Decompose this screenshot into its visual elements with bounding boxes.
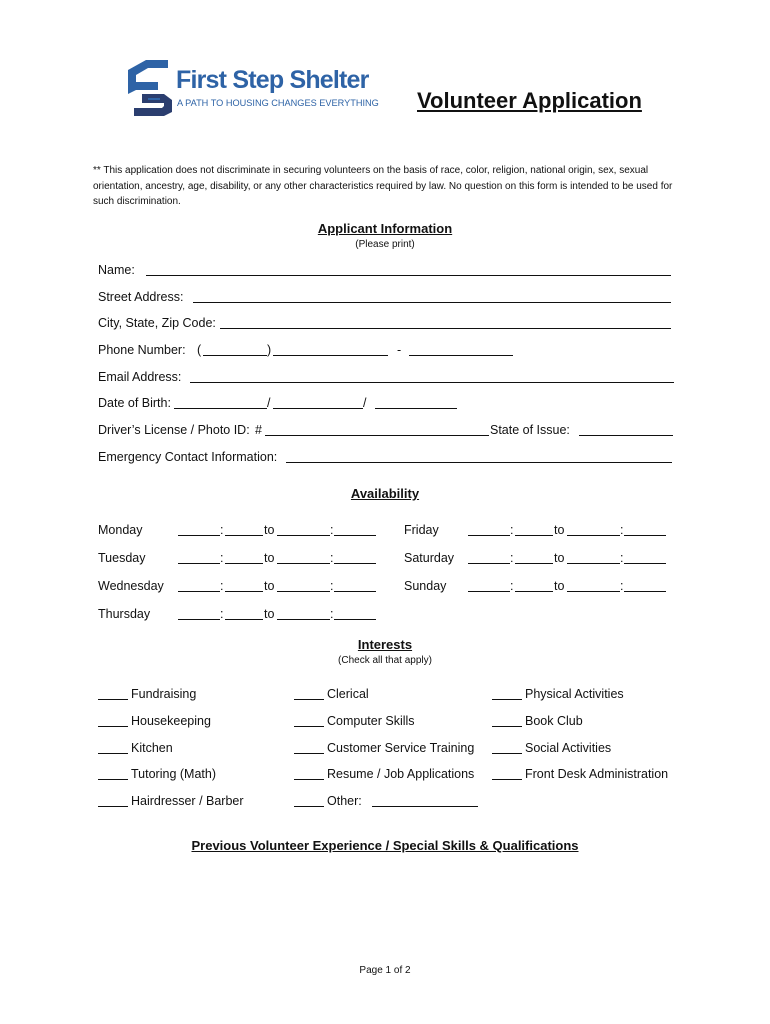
phone-close-paren: ) [267,343,272,357]
dob-slash-1: / [267,396,271,410]
interest-computer-skills-checkbox[interactable] [294,713,324,727]
availability-monday-start-hour-field[interactable] [178,522,220,536]
phone-dash: - [397,343,402,357]
availability-friday-end-hour-field[interactable] [567,522,620,536]
availability-monday-to-label: to [264,523,275,537]
license-label: Driver’s License / Photo ID: [98,423,250,437]
dob-label: Date of Birth: [98,396,171,410]
availability-saturday-end-minute-field[interactable] [624,550,666,564]
interest-fundraising-label: Fundraising [131,687,197,701]
availability-thursday-day-label: Thursday [98,607,151,621]
availability-friday-end-minute-field[interactable] [624,522,666,536]
dob-month-field[interactable] [174,395,267,409]
interest-other-checkbox[interactable] [294,793,324,807]
availability-friday-to-label: to [554,523,565,537]
availability-thursday-end-hour-field[interactable] [277,606,330,620]
logo-tagline: A PATH TO HOUSING CHANGES EVERYTHING [177,98,379,108]
state-of-issue-label: State of Issue: [490,423,570,437]
availability-saturday-end-colon: : [620,551,624,565]
availability-wednesday-start-colon: : [220,579,224,593]
availability-monday-start-minute-field[interactable] [225,522,263,536]
availability-sunday-to-label: to [554,579,565,593]
availability-friday-end-colon: : [620,523,624,537]
street-address-label: Street Address: [98,290,184,304]
interest-physical-activities-label: Physical Activities [525,687,624,701]
emergency-contact-field[interactable] [286,449,672,463]
interest-tutoring-math-checkbox[interactable] [98,766,128,780]
availability-tuesday-to-label: to [264,551,275,565]
license-hash: # [255,423,262,437]
dob-year-field[interactable] [375,395,457,409]
availability-sunday-end-hour-field[interactable] [567,578,620,592]
availability-tuesday-end-hour-field[interactable] [277,550,330,564]
availability-tuesday-start-minute-field[interactable] [225,550,263,564]
street-address-field[interactable] [193,289,671,303]
logo [128,60,378,116]
interest-kitchen-label: Kitchen [131,741,173,755]
availability-monday-end-colon: : [330,523,334,537]
availability-sunday-start-minute-field[interactable] [515,578,553,592]
interest-resume-job-applications-label: Resume / Job Applications [327,767,475,781]
availability-monday-end-hour-field[interactable] [277,522,330,536]
emergency-contact-label: Emergency Contact Information: [98,450,278,464]
availability-wednesday-end-colon: : [330,579,334,593]
logo-mark [128,60,174,116]
interest-housekeeping-checkbox[interactable] [98,713,128,727]
availability-wednesday-start-hour-field[interactable] [178,578,220,592]
availability-wednesday-to-label: to [264,579,275,593]
availability-sunday-start-colon: : [510,579,514,593]
availability-saturday-start-hour-field[interactable] [468,550,510,564]
availability-tuesday-day-label: Tuesday [98,551,146,565]
applicant-subheading: (Please print) [355,239,415,250]
phone-open-paren: ( [197,343,202,357]
interest-customer-service-training-checkbox[interactable] [294,740,324,754]
interest-fundraising-checkbox[interactable] [98,686,128,700]
interest-social-activities-label: Social Activities [525,741,612,755]
applicant-heading: Applicant Information [317,221,453,236]
interest-other-text-field[interactable] [372,793,478,807]
availability-saturday-start-minute-field[interactable] [515,550,553,564]
availability-saturday-start-colon: : [510,551,514,565]
availability-thursday-start-hour-field[interactable] [178,606,220,620]
phone-line-field[interactable] [409,342,513,356]
previous-experience-area[interactable] [98,862,674,952]
availability-monday-start-colon: : [220,523,224,537]
interest-clerical-label: Clerical [327,687,369,701]
interest-social-activities-checkbox[interactable] [492,740,522,754]
interest-customer-service-training-label: Customer Service Training [327,741,475,755]
interests-heading: Interests [357,637,413,652]
interest-other-label: Other: [327,794,362,808]
availability-saturday-day-label: Saturday [404,551,455,565]
previous-experience-heading: Previous Volunteer Experience / Special Skills & Qualifications [191,838,579,853]
availability-thursday-end-minute-field[interactable] [334,606,376,620]
interest-front-desk-administration-label: Front Desk Administration [525,767,669,781]
dob-day-field[interactable] [273,395,363,409]
interest-hairdresser-barber-label: Hairdresser / Barber [131,794,244,808]
availability-tuesday-end-colon: : [330,551,334,565]
availability-friday-start-hour-field[interactable] [468,522,510,536]
availability-thursday-to-label: to [264,607,275,621]
page-number: Page 1 of 2 [359,965,411,976]
availability-saturday-end-hour-field[interactable] [567,550,620,564]
interest-kitchen-checkbox[interactable] [98,740,128,754]
interest-book-club-checkbox[interactable] [492,713,522,727]
interest-clerical-checkbox[interactable] [294,686,324,700]
phone-label: Phone Number: [98,343,186,357]
availability-saturday-to-label: to [554,551,565,565]
city-state-zip-label: City, State, Zip Code: [98,316,216,330]
state-of-issue-field[interactable] [579,422,673,436]
interests-subheading: (Check all that apply) [338,655,432,666]
availability-tuesday-start-colon: : [220,551,224,565]
name-label: Name: [98,263,135,277]
interest-housekeeping-label: Housekeeping [131,714,211,728]
availability-sunday-end-minute-field[interactable] [624,578,666,592]
availability-wednesday-start-minute-field[interactable] [225,578,263,592]
interest-resume-job-applications-checkbox[interactable] [294,766,324,780]
interest-front-desk-administration-checkbox[interactable] [492,766,522,780]
availability-monday-end-minute-field[interactable] [334,522,376,536]
page-title: Volunteer Application [417,88,642,113]
license-number-field[interactable] [265,422,489,436]
name-field[interactable] [146,262,671,276]
city-state-zip-field[interactable] [220,315,671,329]
availability-sunday-start-hour-field[interactable] [468,578,510,592]
availability-wednesday-end-hour-field[interactable] [277,578,330,592]
availability-thursday-start-colon: : [220,607,224,621]
interest-tutoring-math-label: Tutoring (Math) [131,767,216,781]
availability-sunday-day-label: Sunday [404,579,447,593]
interest-computer-skills-label: Computer Skills [327,714,415,728]
availability-wednesday-day-label: Wednesday [98,579,164,593]
interest-physical-activities-checkbox[interactable] [492,686,522,700]
availability-thursday-end-colon: : [330,607,334,621]
phone-prefix-field[interactable] [273,342,388,356]
availability-tuesday-start-hour-field[interactable] [178,550,220,564]
availability-wednesday-end-minute-field[interactable] [334,578,376,592]
availability-sunday-end-colon: : [620,579,624,593]
availability-friday-day-label: Friday [404,523,439,537]
logo-name: First Step Shelter [176,66,369,94]
availability-tuesday-end-minute-field[interactable] [334,550,376,564]
availability-monday-day-label: Monday [98,523,143,537]
interest-hairdresser-barber-checkbox[interactable] [98,793,128,807]
availability-heading: Availability [350,486,420,501]
availability-friday-start-colon: : [510,523,514,537]
phone-area-code-field[interactable] [203,342,267,356]
disclaimer: ** This application does not discriminate in securing volunteers on the basis of race, color, religion, national origin, sex, sexual orientation, ancestry, age, disability, or any other characteristics required by law. No question on this form is intended to be used for such discrimination. [93,165,673,207]
availability-friday-start-minute-field[interactable] [515,522,553,536]
email-label: Email Address: [98,370,182,384]
dob-slash-2: / [363,396,367,410]
interest-book-club-label: Book Club [525,714,583,728]
availability-thursday-start-minute-field[interactable] [225,606,263,620]
email-field[interactable] [190,369,674,383]
